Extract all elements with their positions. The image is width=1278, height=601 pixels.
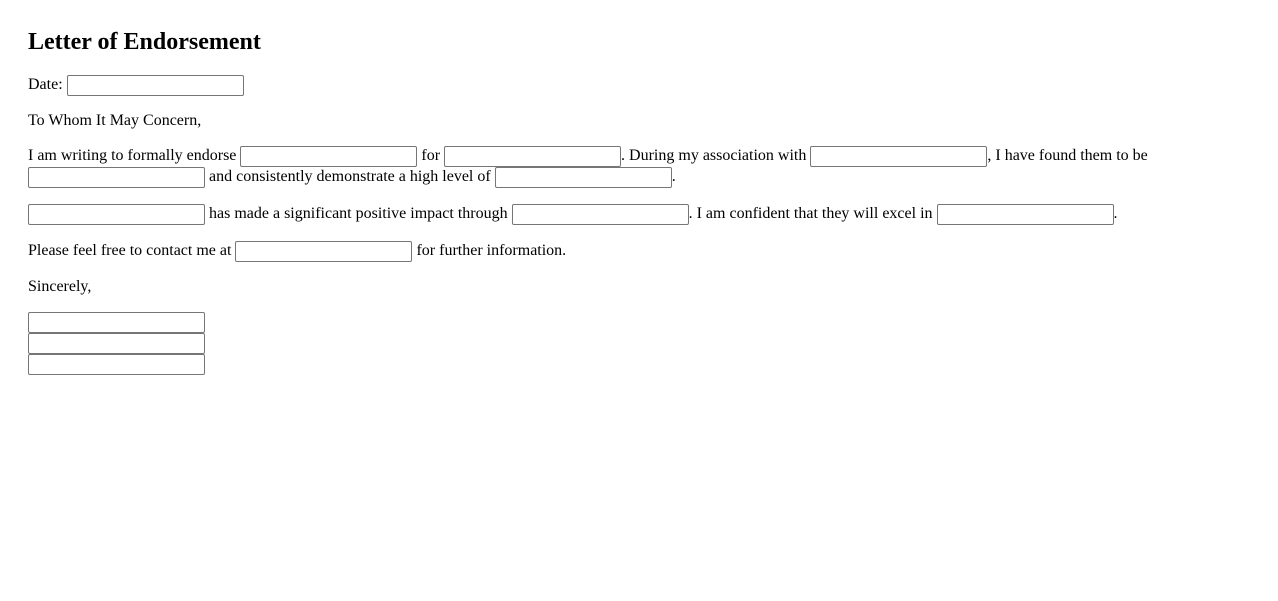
closing: Sincerely, (28, 278, 92, 295)
association-input[interactable] (810, 146, 987, 167)
excel-area-input[interactable] (937, 204, 1114, 225)
date-line (28, 74, 244, 96)
paragraph1-line1 (28, 145, 1148, 167)
endorsee-name-input[interactable] (240, 146, 417, 167)
paragraph2-line (28, 203, 1118, 225)
p1-text-found: , I have found them to be (987, 147, 1148, 164)
date-input[interactable] (67, 75, 244, 96)
paragraph1-line2 (28, 166, 676, 188)
paragraph3-line (28, 240, 566, 262)
signer-name-input[interactable] (28, 312, 205, 333)
salutation: To Whom It May Concern, (28, 112, 202, 129)
p2-text-excel: . I am confident that they will excel in (688, 205, 933, 222)
skill-level-input[interactable] (495, 167, 672, 188)
signer-organization-input[interactable] (28, 354, 205, 375)
p1-text-endorse: I am writing to formally endorse (28, 147, 237, 164)
p3-text-contact: Please feel free to contact me at (28, 242, 232, 259)
date-label: Date: (28, 76, 63, 93)
contact-input[interactable] (235, 241, 412, 262)
signature-block (28, 312, 205, 375)
p2-text-period: . (1113, 205, 1118, 222)
qualities-input[interactable] (28, 167, 205, 188)
signer-title-input[interactable] (28, 333, 205, 354)
endorsement-purpose-input[interactable] (444, 146, 621, 167)
p2-text-impact: has made a significant positive impact through (209, 205, 508, 222)
p1-text-for: for (421, 147, 441, 164)
page-title: Letter of Endorsement (28, 29, 261, 55)
impact-input[interactable] (512, 204, 689, 225)
p3-text-further: for further information. (416, 242, 567, 259)
subject-name-input[interactable] (28, 204, 205, 225)
p1-text-period: . (671, 168, 676, 185)
p1-text-association: . During my association with (621, 147, 807, 164)
p1-text-demonstrate: and consistently demonstrate a high level of (209, 168, 491, 185)
